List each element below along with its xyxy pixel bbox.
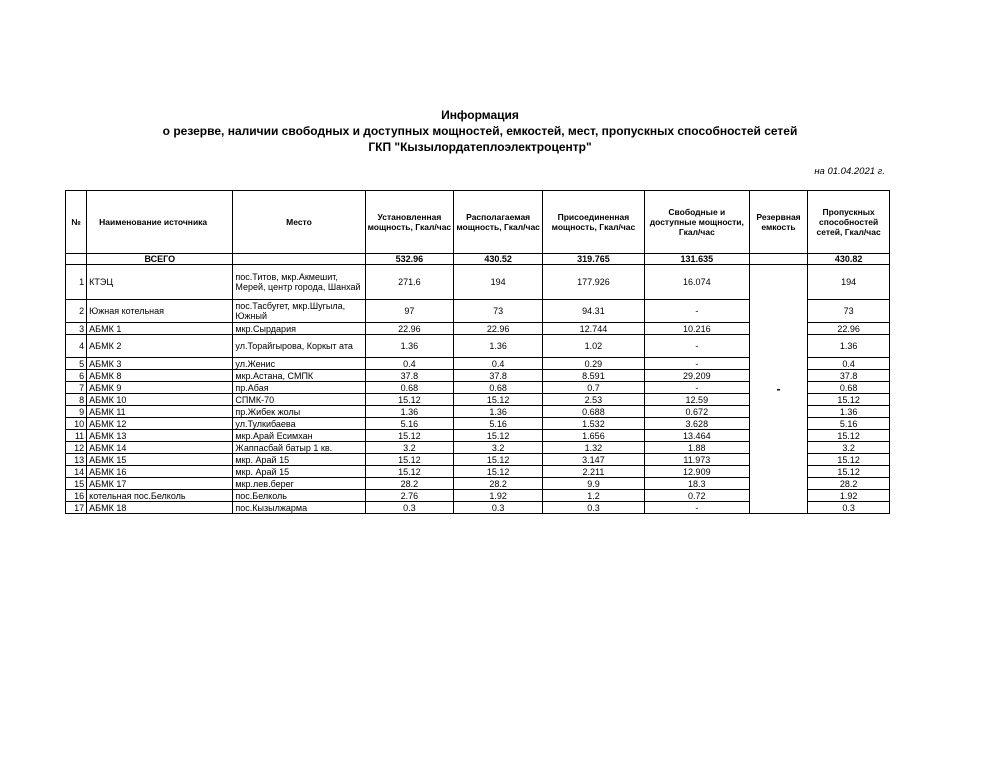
place-name: пос.Кызылжарма <box>233 502 365 514</box>
free-capacity: 18.3 <box>644 478 749 490</box>
network-throughput: 1.36 <box>808 406 890 418</box>
row-number: 2 <box>66 300 87 323</box>
row-number: 15 <box>66 478 87 490</box>
installed-capacity: 37.8 <box>365 370 454 382</box>
available-capacity: 73 <box>454 300 543 323</box>
installed-capacity: 5.16 <box>365 418 454 430</box>
available-capacity: 0.68 <box>454 382 543 394</box>
available-capacity: 15.12 <box>454 430 543 442</box>
row-number: 9 <box>66 406 87 418</box>
connected-capacity: 9.9 <box>543 478 645 490</box>
installed-capacity: 97 <box>365 300 454 323</box>
free-capacity: - <box>644 382 749 394</box>
report-date: на 01.04.2021 г. <box>814 166 885 177</box>
source-name: АБМК 12 <box>87 418 233 430</box>
free-capacity: - <box>644 300 749 323</box>
connected-capacity: 1.656 <box>543 430 645 442</box>
source-name: АБМК 18 <box>87 502 233 514</box>
source-name: АБМК 13 <box>87 430 233 442</box>
connected-capacity: 177.926 <box>543 265 645 300</box>
available-capacity: 15.12 <box>454 394 543 406</box>
available-capacity: 1.36 <box>454 335 543 358</box>
network-throughput: 1.36 <box>808 335 890 358</box>
total-connected: 319.765 <box>543 254 645 265</box>
available-capacity: 194 <box>454 265 543 300</box>
place-name: СПМК-70 <box>233 394 365 406</box>
col-throughput-header: Пропускных способностей сетей, Гкал/час <box>808 191 890 254</box>
row-number: 12 <box>66 442 87 454</box>
free-capacity: 29.209 <box>644 370 749 382</box>
network-throughput: 28.2 <box>808 478 890 490</box>
place-name: пр.Жибек жолы <box>233 406 365 418</box>
row-number: 14 <box>66 466 87 478</box>
installed-capacity: 22.96 <box>365 323 454 335</box>
installed-capacity: 0.68 <box>365 382 454 394</box>
connected-capacity: 2.53 <box>543 394 645 406</box>
reserve-capacity: - <box>749 265 807 514</box>
place-name: мкр. Арай 15 <box>233 454 365 466</box>
network-throughput: 194 <box>808 265 890 300</box>
col-installed-header: Установленная мощность, Гкал/час <box>365 191 454 254</box>
source-name: АБМК 3 <box>87 358 233 370</box>
installed-capacity: 2.76 <box>365 490 454 502</box>
available-capacity: 22.96 <box>454 323 543 335</box>
document-subtitle: о резерве, наличии свободных и доступных мощностей, емкостей, мест, пропускных способностей сетей <box>162 124 798 138</box>
available-capacity: 15.12 <box>454 454 543 466</box>
col-available-header: Располагаемая мощность, Гкал/час <box>454 191 543 254</box>
total-throughput: 430.82 <box>808 254 890 265</box>
source-name: АБМК 10 <box>87 394 233 406</box>
source-name: котельная пос.Белколь <box>87 490 233 502</box>
connected-capacity: 0.7 <box>543 382 645 394</box>
total-installed: 532.96 <box>365 254 454 265</box>
row-number: 13 <box>66 454 87 466</box>
network-throughput: 37.8 <box>808 370 890 382</box>
network-throughput: 3.2 <box>808 442 890 454</box>
installed-capacity: 271.6 <box>365 265 454 300</box>
source-name: АБМК 1 <box>87 323 233 335</box>
source-name: АБМК 15 <box>87 454 233 466</box>
available-capacity: 15.12 <box>454 466 543 478</box>
col-reserve-header: Резервная емкость <box>749 191 807 254</box>
free-capacity: 0.72 <box>644 490 749 502</box>
free-capacity: 12.59 <box>644 394 749 406</box>
row-number: 16 <box>66 490 87 502</box>
installed-capacity: 0.3 <box>365 502 454 514</box>
network-throughput: 0.4 <box>808 358 890 370</box>
connected-capacity: 1.532 <box>543 418 645 430</box>
available-capacity: 3.2 <box>454 442 543 454</box>
available-capacity: 37.8 <box>454 370 543 382</box>
place-name: мкр.Сырдария <box>233 323 365 335</box>
free-capacity: 13.464 <box>644 430 749 442</box>
place-name: мкр.лев.берег <box>233 478 365 490</box>
installed-capacity: 15.12 <box>365 454 454 466</box>
free-capacity: 10.216 <box>644 323 749 335</box>
table-row <box>66 265 890 300</box>
row-number: 7 <box>66 382 87 394</box>
network-throughput: 5.16 <box>808 418 890 430</box>
col-free-header: Свободные и доступные мощности, Гкал/час <box>644 191 749 254</box>
col-place-header: Место <box>233 191 365 254</box>
total-number <box>66 254 87 265</box>
installed-capacity: 15.12 <box>365 466 454 478</box>
network-throughput: 15.12 <box>808 466 890 478</box>
document-title: Информация <box>441 108 519 122</box>
free-capacity: 1.88 <box>644 442 749 454</box>
available-capacity: 1.92 <box>454 490 543 502</box>
free-capacity: 12.909 <box>644 466 749 478</box>
network-throughput: 15.12 <box>808 454 890 466</box>
connected-capacity: 1.02 <box>543 335 645 358</box>
total-row <box>66 254 890 265</box>
free-capacity: 11.973 <box>644 454 749 466</box>
total-label: ВСЕГО <box>87 254 233 265</box>
place-name: ул.Тулкибаева <box>233 418 365 430</box>
row-number: 6 <box>66 370 87 382</box>
network-throughput: 22.96 <box>808 323 890 335</box>
source-name: АБМК 14 <box>87 442 233 454</box>
total-reserve <box>749 254 807 265</box>
source-name: Южная котельная <box>87 300 233 323</box>
network-throughput: 15.12 <box>808 394 890 406</box>
available-capacity: 1.36 <box>454 406 543 418</box>
free-capacity: - <box>644 358 749 370</box>
place-name: пр.Абая <box>233 382 365 394</box>
free-capacity: - <box>644 502 749 514</box>
network-throughput: 0.68 <box>808 382 890 394</box>
source-name: АБМК 9 <box>87 382 233 394</box>
network-throughput: 1.92 <box>808 490 890 502</box>
row-number: 11 <box>66 430 87 442</box>
place-name: пос.Титов, мкр.Акмешит, Мерей, центр города, Шанхай <box>233 265 365 300</box>
connected-capacity: 2.211 <box>543 466 645 478</box>
network-throughput: 73 <box>808 300 890 323</box>
row-number: 10 <box>66 418 87 430</box>
connected-capacity: 3.147 <box>543 454 645 466</box>
col-source-header: Наименование источника <box>87 191 233 254</box>
col-number-header: № <box>66 191 87 254</box>
row-number: 4 <box>66 335 87 358</box>
connected-capacity: 12.744 <box>543 323 645 335</box>
installed-capacity: 3.2 <box>365 442 454 454</box>
organization-name: ГКП "Кызылордатеплоэлектроцентр" <box>368 140 592 154</box>
row-number: 5 <box>66 358 87 370</box>
available-capacity: 0.4 <box>454 358 543 370</box>
connected-capacity: 1.32 <box>543 442 645 454</box>
place-name: мкр. Арай 15 <box>233 466 365 478</box>
network-throughput: 15.12 <box>808 430 890 442</box>
free-capacity: - <box>644 335 749 358</box>
network-throughput: 0.3 <box>808 502 890 514</box>
installed-capacity: 15.12 <box>365 394 454 406</box>
installed-capacity: 1.36 <box>365 335 454 358</box>
free-capacity: 0.672 <box>644 406 749 418</box>
free-capacity: 16.074 <box>644 265 749 300</box>
row-number: 8 <box>66 394 87 406</box>
place-name: мкр.Астана, СМПК <box>233 370 365 382</box>
row-number: 1 <box>66 265 87 300</box>
place-name: ул.Торайгырова, Коркыт ата <box>233 335 365 358</box>
installed-capacity: 1.36 <box>365 406 454 418</box>
table-header-row <box>66 191 890 254</box>
row-number: 17 <box>66 502 87 514</box>
installed-capacity: 0.4 <box>365 358 454 370</box>
available-capacity: 0.3 <box>454 502 543 514</box>
available-capacity: 28.2 <box>454 478 543 490</box>
available-capacity: 5.16 <box>454 418 543 430</box>
source-name: АБМК 11 <box>87 406 233 418</box>
source-name: АБМК 8 <box>87 370 233 382</box>
total-free: 131.635 <box>644 254 749 265</box>
source-name: КТЭЦ <box>87 265 233 300</box>
connected-capacity: 0.29 <box>543 358 645 370</box>
connected-capacity: 8.591 <box>543 370 645 382</box>
connected-capacity: 0.688 <box>543 406 645 418</box>
installed-capacity: 15.12 <box>365 430 454 442</box>
total-available: 430.52 <box>454 254 543 265</box>
source-name: АБМК 2 <box>87 335 233 358</box>
place-name: ул.Женис <box>233 358 365 370</box>
source-name: АБМК 16 <box>87 466 233 478</box>
total-place <box>233 254 365 265</box>
connected-capacity: 94.31 <box>543 300 645 323</box>
col-connected-header: Присоединенная мощность, Гкал/час <box>543 191 645 254</box>
place-name: Жаппасбай батыр 1 кв. <box>233 442 365 454</box>
capacity-table <box>65 190 890 514</box>
source-name: АБМК 17 <box>87 478 233 490</box>
connected-capacity: 1.2 <box>543 490 645 502</box>
connected-capacity: 0.3 <box>543 502 645 514</box>
place-name: мкр.Арай Есимхан <box>233 430 365 442</box>
place-name: пос.Белколь <box>233 490 365 502</box>
place-name: пос.Тасбугет, мкр.Шугыла, Южный <box>233 300 365 323</box>
row-number: 3 <box>66 323 87 335</box>
free-capacity: 3.628 <box>644 418 749 430</box>
installed-capacity: 28.2 <box>365 478 454 490</box>
